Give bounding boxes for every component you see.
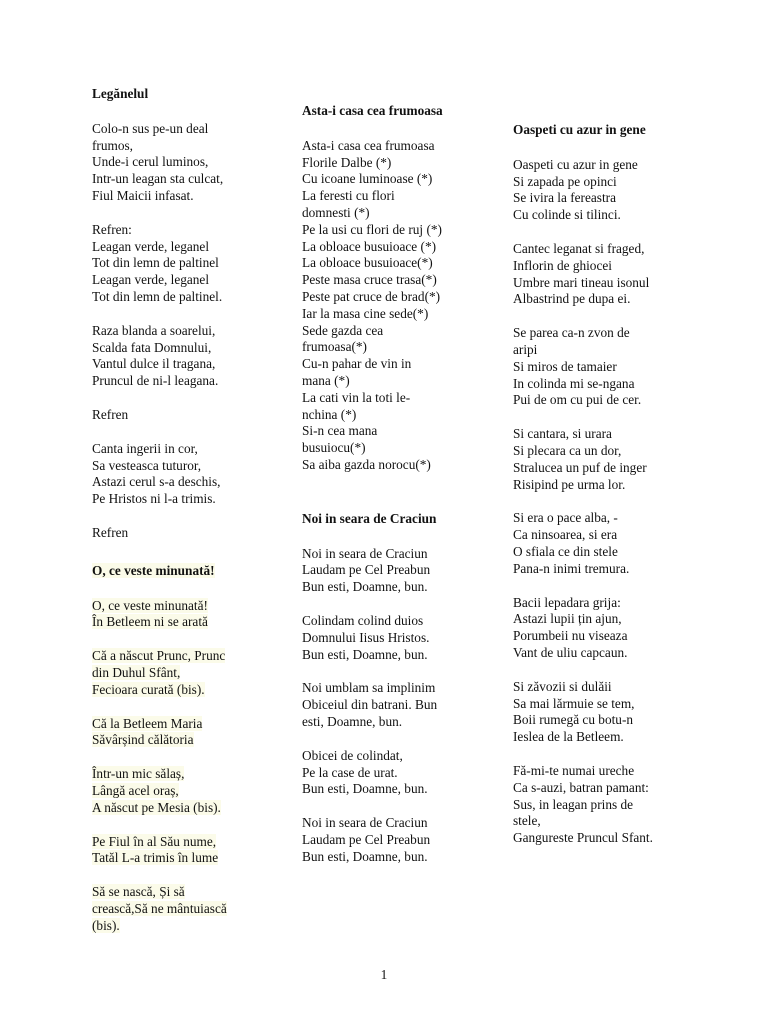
verse-line-text: crească,Să ne mântuiască: [92, 900, 227, 916]
verse-line: [92, 598, 272, 615]
verse-line: Stralucea un puf de inger: [513, 459, 647, 475]
song-title: Legănelul: [92, 86, 149, 101]
verse-line: [92, 918, 272, 935]
verse-line: Tot din lemn de paltinel: [92, 255, 219, 271]
verse-line: Colindam colind duios: [302, 612, 424, 628]
verse-line-text: Într-un mic sălaș,: [92, 766, 185, 782]
verse-line-text: Lângă acel oraș,: [92, 782, 179, 798]
stanza: [513, 325, 693, 409]
verse-line-text: Pe Fiul în al Său nume,: [92, 833, 217, 849]
verse-line: frumoasa(*): [302, 339, 367, 355]
verse-line: Ca ninsoarea, si era: [513, 527, 618, 543]
verse-line-text: Tatăl L-a trimis în lume: [92, 850, 219, 866]
stanza: [92, 441, 272, 508]
verse-line: Iar la masa cine sede(*): [302, 305, 429, 321]
verse-line: O sfiala ce din stele: [513, 543, 618, 559]
verse-line: Pruncul de ni-l leagana.: [92, 373, 219, 389]
verse-line: Cu colinde si tilinci.: [513, 207, 621, 223]
song-noi-in-seara-de-craciun: [302, 511, 482, 866]
verse-line: Ca s-auzi, batran pamant:: [513, 779, 649, 795]
verse-line: esti, Doamne, bun.: [302, 713, 403, 729]
verse-line: Obicei de colindat,: [302, 747, 403, 763]
verse-line: [92, 716, 272, 733]
verse-line: Astazi cerul s-a deschis,: [92, 474, 221, 490]
verse-line: aripi: [513, 341, 538, 357]
verse-line: Porumbeii nu viseaza: [513, 628, 628, 644]
verse-line-text: Fecioara curată (bis).: [92, 681, 205, 697]
verse-line: [92, 850, 272, 867]
stanza: [92, 766, 272, 816]
stanza: [302, 546, 482, 596]
verse-line: Inflorin de ghiocei: [513, 257, 612, 273]
stanza: [513, 426, 693, 493]
verse-line: [92, 800, 272, 817]
verse-line: Asta-i casa cea frumoasa: [302, 137, 435, 153]
verse-line: stele,: [513, 813, 541, 829]
verse-line-text: În Betleem ni se arată: [92, 614, 208, 630]
stanza: [92, 407, 272, 424]
verse-line: Sede gazda cea: [302, 322, 384, 338]
verse-line: nchina (*): [302, 406, 357, 422]
verse-line: Boii rumegă cu botu-n: [513, 712, 634, 728]
stanza: [92, 834, 272, 868]
verse-line: Sus, in leagan prins de: [513, 796, 634, 812]
verse-line: [92, 901, 272, 918]
verse-line: Noi in seara de Craciun: [302, 545, 428, 561]
verse-line: Ieslea de la Betleem.: [513, 729, 624, 745]
verse-line: Pana-n inimi tremura.: [513, 560, 630, 576]
song-oaspeti-cu-azur-in-gene: [513, 122, 693, 847]
verse-line: La cati vin la toti le-: [302, 389, 411, 405]
verse-line: Laudam pe Cel Preabun: [302, 562, 431, 578]
stanza: [513, 679, 693, 746]
verse-line: Cu-n pahar de vin in: [302, 356, 412, 372]
verse-line: Leagan verde, leganel: [92, 272, 210, 288]
verse-line: Peste pat cruce de brad(*): [302, 288, 441, 304]
verse-line-text: Că a născut Prunc, Prunc: [92, 648, 226, 664]
verse-line: Sa mai lărmuie se tem,: [513, 695, 635, 711]
verse-line: Vantul dulce il tragana,: [92, 356, 216, 372]
verse-line: Gangureste Pruncul Sfant.: [513, 830, 653, 846]
verse-line: Florile Dalbe (*): [302, 154, 392, 170]
verse-line: Cantec leganat si fraged,: [513, 240, 645, 256]
verse-line: mana (*): [302, 372, 350, 388]
verse-line: Sa vesteasca tuturor,: [92, 457, 202, 473]
verse-line: La feresti cu flori: [302, 188, 395, 204]
stanza: [302, 748, 482, 798]
verse-line: Se ivira la fereastra: [513, 190, 616, 206]
verse-line: Bacii lepadara grija:: [513, 594, 621, 610]
verse-line-text: O, ce veste minunată!: [92, 597, 208, 613]
verse-line: [92, 665, 272, 682]
verse-line: Noi in seara de Craciun: [302, 815, 428, 831]
stanza: [302, 815, 482, 865]
verse-line: Si-n cea mana: [302, 423, 378, 439]
verse-line: Colo-n sus pe-un deal: [92, 120, 209, 136]
column-2: [302, 103, 482, 882]
verse-line: [92, 682, 272, 699]
verse-line-text: din Duhul Sfânt,: [92, 664, 181, 680]
verse-line: Fiul Maicii infasat.: [92, 187, 194, 203]
song-title: Noi in seara de Craciun: [302, 510, 437, 526]
verse-line: Domnului Iisus Hristos.: [302, 629, 430, 645]
verse-line: Scalda fata Domnului,: [92, 339, 212, 355]
song-title: [92, 563, 272, 580]
stanza: [92, 222, 272, 306]
song-leganelul: [92, 86, 272, 542]
stanza: [513, 510, 693, 577]
verse-line: [92, 766, 272, 783]
verse-line: Obiceiul din batrani. Bun: [302, 697, 438, 713]
verse-line: Laudam pe Cel Preabun: [302, 831, 431, 847]
verse-line: Refren:: [92, 221, 132, 237]
song-asta-i-casa-cea-frumoasa: [302, 103, 482, 474]
stanza: [302, 138, 482, 474]
verse-line: Si zapada pe opinci: [513, 173, 617, 189]
column-1: [92, 86, 272, 951]
verse-line: In colinda mi se-ngana: [513, 375, 635, 391]
verse-line: [92, 884, 272, 901]
stanza: [92, 525, 272, 542]
verse-line: Refren: [92, 406, 129, 422]
song-title: Asta-i casa cea frumoasa: [302, 103, 443, 118]
verse-line: Se parea ca-n zvon de: [513, 325, 630, 341]
verse-line: Bun esti, Doamne, bun.: [302, 646, 428, 662]
verse-line: Leagan verde, leganel: [92, 238, 210, 254]
verse-line: Intr-un leagan sta culcat,: [92, 171, 224, 187]
verse-line: Pe la case de urat.: [302, 764, 398, 780]
verse-line: Pui de om cu pui de cer.: [513, 392, 642, 408]
verse-line: La obloace busuioace (*): [302, 238, 437, 254]
verse-line: Si era o pace alba, -: [513, 510, 618, 526]
verse-line: Fă-mi-te numai ureche: [513, 762, 635, 778]
verse-line: Astazi lupii țin ajun,: [513, 611, 622, 627]
verse-line-text: (bis).: [92, 917, 120, 933]
verse-line: Sa aiba gazda norocu(*): [302, 456, 431, 472]
verse-line: Raza blanda a soarelui,: [92, 322, 216, 338]
verse-line-text: Să se nască, Și să: [92, 884, 185, 900]
verse-line: Risipind pe urma lor.: [513, 476, 626, 492]
stanza: [92, 716, 272, 750]
page-number: 1: [380, 967, 388, 982]
stanza: [92, 323, 272, 390]
stanza: [92, 648, 272, 698]
verse-line: Oaspeti cu azur in gene: [513, 156, 638, 172]
verse-line: [92, 648, 272, 665]
stanza: [92, 884, 272, 934]
verse-line: Canta ingerii in cor,: [92, 440, 198, 456]
stanza: [92, 598, 272, 632]
stanza: [302, 680, 482, 730]
column-3: [513, 122, 693, 864]
verse-line: Pe Hristos ni l-a trimis.: [92, 491, 216, 507]
verse-line: Tot din lemn de paltinel.: [92, 288, 223, 304]
verse-line: Cu icoane luminoase (*): [302, 171, 433, 187]
verse-line: Bun esti, Doamne, bun.: [302, 781, 428, 797]
verse-line: Si cantara, si urara: [513, 426, 612, 442]
verse-line: Noi umblam sa implinim: [302, 680, 436, 696]
verse-line: [92, 834, 272, 851]
song-title-text: O, ce veste minunată!: [92, 562, 215, 578]
stanza: [513, 241, 693, 308]
verse-line: Bun esti, Doamne, bun.: [302, 848, 428, 864]
verse-line: Si zăvozii si dulăii: [513, 678, 612, 694]
verse-line: [92, 732, 272, 749]
verse-line: Vant de uliu capcaun.: [513, 644, 628, 660]
verse-line: [92, 614, 272, 631]
verse-line: Peste masa cruce trasa(*): [302, 272, 437, 288]
verse-line: [92, 783, 272, 800]
verse-line: Pe la usi cu flori de ruj (*): [302, 221, 442, 237]
verse-line: Unde-i cerul luminos,: [92, 154, 209, 170]
song-o-ce-veste-minunata: [92, 563, 272, 935]
verse-line: Si plecara ca un dor,: [513, 442, 622, 458]
verse-line-text: Săvârșind călătoria: [92, 732, 194, 748]
stanza: [513, 763, 693, 847]
verse-line: busuiocu(*): [302, 440, 366, 456]
verse-line: Si miros de tamaier: [513, 358, 617, 374]
verse-line: La obloace busuioace(*): [302, 255, 433, 271]
song-title: Oaspeti cu azur in gene: [513, 122, 646, 137]
verse-line: Refren: [92, 524, 129, 540]
verse-line-text: Că la Betleem Maria: [92, 715, 203, 731]
stanza: [302, 613, 482, 663]
verse-line: domnesti (*): [302, 204, 370, 220]
verse-line-text: A născut pe Mesia (bis).: [92, 799, 221, 815]
verse-line: Albastrind pe dupa ei.: [513, 291, 631, 307]
stanza: [513, 157, 693, 224]
verse-line: Bun esti, Doamne, bun.: [302, 579, 428, 595]
verse-line: Umbre mari tineau isonul: [513, 274, 650, 290]
stanza: [92, 121, 272, 205]
stanza: [513, 595, 693, 662]
verse-line: frumos,: [92, 137, 133, 153]
